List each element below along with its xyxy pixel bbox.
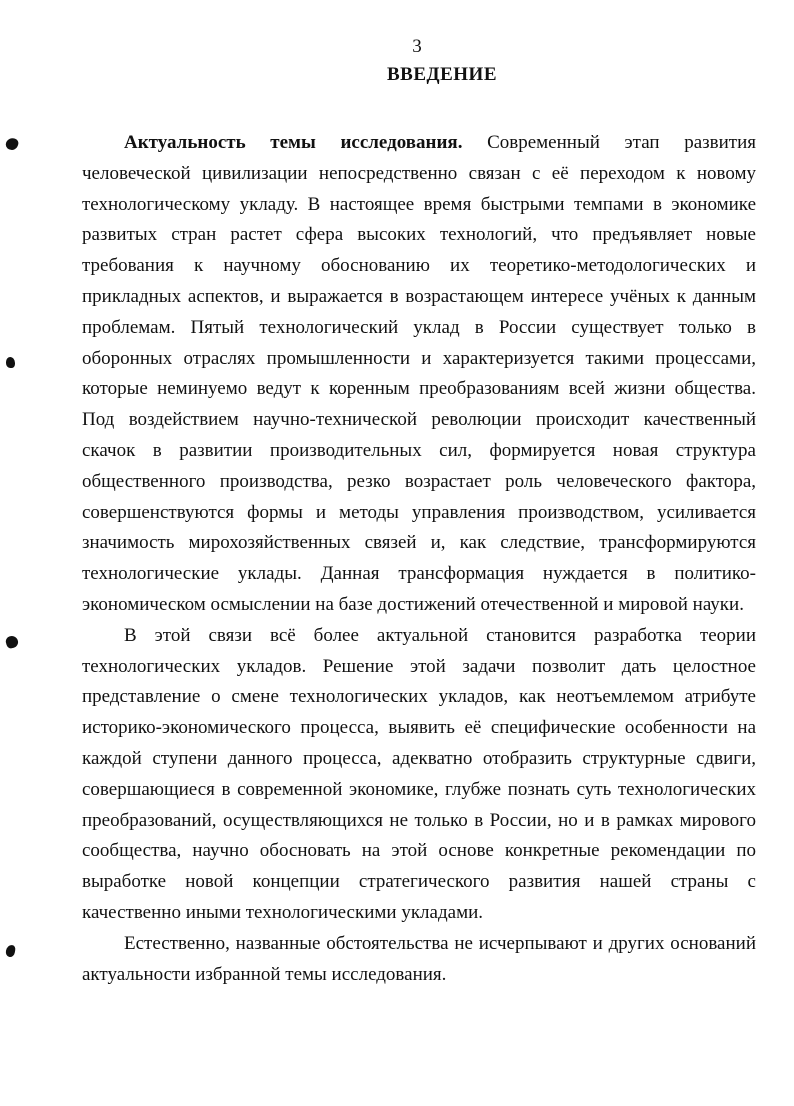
document-body — [82, 128, 756, 990]
margin-mark-icon — [6, 357, 15, 368]
paragraph-relevance — [82, 128, 756, 621]
page-number: 3 — [412, 36, 422, 57]
margin-mark-icon — [5, 635, 20, 650]
page-title: ВВЕДЕНИЕ — [387, 64, 497, 85]
margin-mark-icon — [4, 136, 19, 151]
margin-mark-icon — [5, 944, 16, 957]
paragraph-lead: Актуальность темы исследования. — [124, 132, 463, 153]
paragraph-conclusion: Естественно, названные обстоятельства не исчерпывают и других оснований актуальности избранной темы исследования. — [82, 932, 756, 985]
paragraph-theory: В этой связи всё более актуальной становится разработка теории технологических укладов. Решение этой задачи позволит дать целостное представление о смене технологических укладов, как неотъемлемом атрибуте историко-экономического процесса, выявить её специфические особенности на каждой ступени данного процесса, адекватно отобразить структурные сдвиги, совершающиеся в современной экономике, глубже познать суть технологических преобразований, осуществляющихся не только в России, но и в рамках мирового сообщества, научно обосновать на этой основе конкретные рекомендации по выработке новой концепции стратегического развития нашей страны с качественно иными технологическими укладами. — [82, 624, 756, 923]
paragraph-text: Современный этап развития человеческой цивилизации непосредственно связан с её переходом к новому технологическому укладу. В настоящее время быстрыми темпами в экономике развитых стран растет сфера высоких технологий, что предъявляет новые требования к научному обоснованию их теоретико-методологических и прикладных аспектов, и выражается в возрастающем интересе учёных к данным проблемам. Пятый технологический уклад в России существует только в оборонных отраслях промышленности и характеризуется такими процессами, которые неминуемо ведут к коренным преобразованиям всей жизни общества. Под воздействием научно-технической революции происходит качественный скачок в развитии производительных сил, формируется новая структура общественного производства, резко возрастает роль человеческого фактора, совершенствуются формы и методы управления производством, усиливается значимость мирохозяйственных связей и, как следствие, трансформируются технологические уклады. Данная трансформация нуждается в политико-экономическом осмыслении на базе достижений отечественной и мировой науки. — [82, 132, 756, 615]
